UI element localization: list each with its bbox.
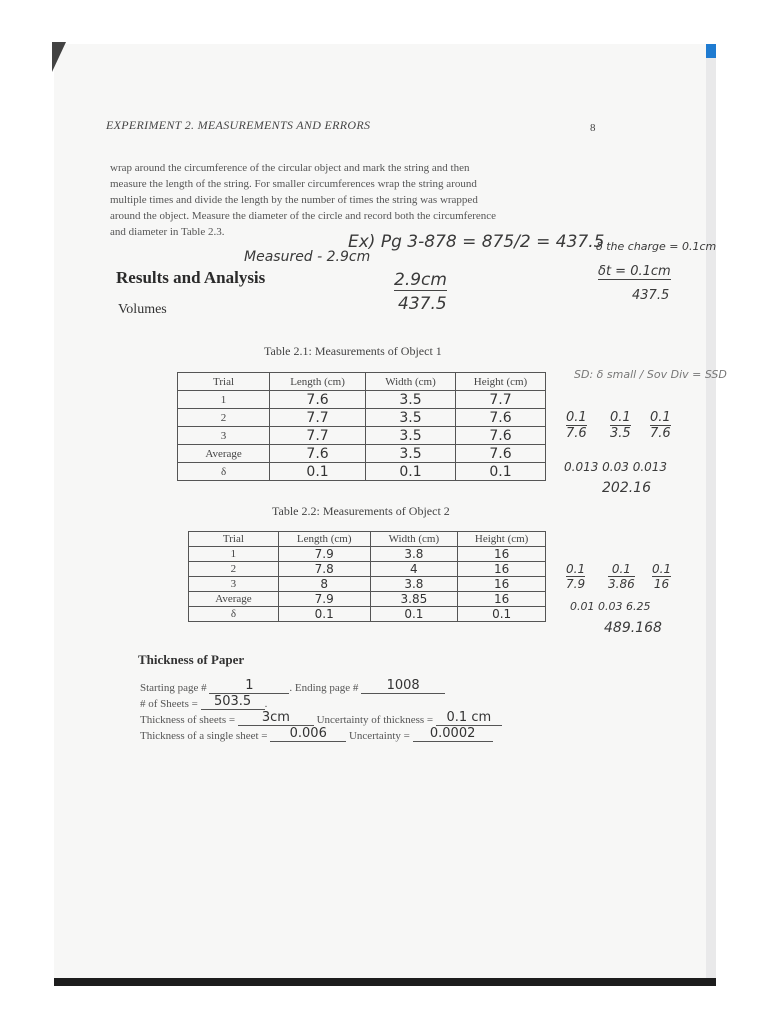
value-cell: 3.5 [366,427,456,445]
value-cell: 0.1 [455,463,545,481]
intro-line: multiple times and divide the length by the number of times the string was wrapped [110,194,478,206]
value-cell: 7.6 [455,409,545,427]
results-heading: Results and Analysis [116,268,266,287]
trial-cell: 2 [178,409,270,427]
page-edge-shadow [706,44,716,984]
uncert-thickness-label: Uncertainty of thickness = [316,714,434,726]
intro-line: around the object. Measure the diameter of the circle and record both the circumference [110,210,497,222]
side-fraction [608,562,635,591]
starting-page-value: 1 [245,678,254,693]
side-fraction [566,562,585,591]
value-cell: 16 [458,592,546,607]
handwritten-measured: Measured - 2.9cm [244,249,371,265]
starting-page-label: Starting page # [140,682,207,694]
handwritten-example: Ex) Pg 3-878 = 875/2 = 437.5 [348,232,605,252]
value-cell: 7.9 [278,592,370,607]
table-header-cell: Trial [189,532,279,547]
thickness-value: 3cm [261,710,290,725]
table1 [177,372,546,481]
value-cell: 7.9 [278,547,370,562]
single-sheet-line [140,726,493,742]
table-row [189,592,546,607]
bottom-dark-band [54,978,716,986]
thickness-line [140,710,502,726]
sheets-field[interactable] [201,694,265,710]
handwritten-delta-t: δt = 0.1cm [598,264,671,279]
fraction-den: 16 [653,577,670,591]
trial-cell: 1 [189,547,279,562]
trial-cell: 2 [189,562,279,577]
fraction-num: 0.1 [650,410,671,425]
fraction-num: 0.1 [608,562,635,577]
value-cell: 7.7 [270,409,366,427]
side-results: 0.01 0.03 6.25 [570,600,651,613]
value-cell: 4 [370,562,458,577]
table2-caption: Table 2.2: Measurements of Object 2 [272,504,450,518]
intro-paragraph [110,160,600,240]
page-number: 8 [590,122,596,134]
side-total: 202.16 [602,480,651,496]
value-cell: 0.1 [366,463,456,481]
sheets-label: # of Sheets = [140,698,198,710]
single-sheet-value: 0.006 [289,726,327,741]
blue-corner-tab [706,44,716,58]
side-fraction [652,562,671,591]
value-cell: 3.5 [366,391,456,409]
fraction-den: 7.6 [650,426,671,441]
handwritten-sd-note: SD: δ small / Sov Div = SSD [574,368,727,381]
table-row [178,427,546,445]
value-cell: 3.8 [370,547,458,562]
volumes-heading: Volumes [118,302,167,317]
fraction-den: 3.86 [608,577,635,591]
sheets-line: # of Sheets = 503.5 . [140,694,268,710]
value-cell: 16 [458,562,546,577]
value-cell: 3.5 [366,445,456,463]
uncertainty-value: 0.0002 [429,726,476,741]
folded-corner [52,42,66,72]
thickness-field[interactable] [238,710,314,726]
table1-caption: Table 2.1: Measurements of Object 1 [264,344,442,358]
fraction-num: 0.1 [610,410,631,425]
average-cell: Average [178,445,270,463]
handwritten-fraction-bottom: 437.5 [398,294,447,314]
uncert-thickness-value: 0.1 cm [446,710,492,725]
table-row [178,463,546,481]
table-row [189,607,546,622]
value-cell: 7.7 [455,391,545,409]
side-fraction [566,410,587,441]
table-row [178,445,546,463]
table-header-cell: Length (cm) [278,532,370,547]
table-row [189,562,546,577]
value-cell: 7.6 [455,427,545,445]
intro-line: and diameter in Table 2.3. [110,226,225,238]
fraction-den: 3.5 [610,426,631,441]
value-cell: 0.1 [278,607,370,622]
thickness-heading: Thickness of Paper [138,652,245,667]
table-row [189,547,546,562]
table-header-row [189,532,546,547]
ending-page-label: Ending page # [294,682,359,694]
side-results: 0.013 0.03 0.013 [564,460,668,474]
table-header-row [178,373,546,391]
single-sheet-field[interactable] [270,726,346,742]
ending-page-value: 1008 [386,678,420,693]
uncertainty-label: Uncertainty = [348,730,410,742]
value-cell: 3.5 [366,409,456,427]
trial-cell: 3 [189,577,279,592]
table-header-cell: Length (cm) [270,373,366,391]
fraction-num: 0.1 [566,410,587,425]
fraction-den: 7.6 [566,426,587,441]
delta-cell: δ [189,607,279,622]
side-fraction [650,410,671,441]
table-header-cell: Width (cm) [370,532,458,547]
uncert-thickness-field[interactable] [436,710,502,726]
fraction-num: 0.1 [566,562,586,576]
ending-page-field[interactable] [361,678,445,694]
sheets-value: 503.5 [213,694,252,709]
fraction-num: 0.1 [652,562,672,576]
table-header-cell: Height (cm) [455,373,545,391]
value-cell: 7.8 [278,562,370,577]
value-cell: 0.1 [270,463,366,481]
single-sheet-label: Thickness of a single sheet = [140,730,268,742]
handwritten-delta-charge: δ the charge = 0.1cm [596,240,717,253]
table2 [188,531,546,622]
table-header-cell: Width (cm) [366,373,456,391]
value-cell: 7.6 [455,445,545,463]
thickness-label: Thickness of sheets = [140,714,236,726]
intro-line: wrap around the circumference of the circular object and mark the string and then [110,162,470,174]
handwritten-delta-t-bottom: 437.5 [632,288,670,303]
starting-page-field[interactable] [209,678,289,694]
value-cell: 16 [458,547,546,562]
value-cell: 3.85 [370,592,458,607]
value-cell: 7.6 [270,445,366,463]
delta-cell: δ [178,463,270,481]
value-cell: 16 [458,577,546,592]
intro-line: measure the length of the string. For smaller circumferences wrap the string around [110,178,477,190]
handwritten-fraction-top: 2.9cm [394,270,447,290]
table-header-cell: Trial [178,373,270,391]
value-cell: 0.1 [458,607,546,622]
chapter-header: EXPERIMENT 2. MEASUREMENTS AND ERRORS [106,118,371,132]
side-total: 489.168 [604,620,662,636]
value-cell: 8 [278,577,370,592]
table-row [178,409,546,427]
side-fraction [610,410,631,441]
table-row [178,391,546,409]
table-row [189,577,546,592]
page-range-line: Starting page # 1 . Ending page # 1008 [140,678,445,694]
value-cell: 7.6 [270,391,366,409]
trial-cell: 3 [178,427,270,445]
trial-cell: 1 [178,391,270,409]
average-cell: Average [189,592,279,607]
value-cell: 0.1 [370,607,458,622]
value-cell: 7.7 [270,427,366,445]
fraction-den: 7.9 [566,577,586,591]
table-header-cell: Height (cm) [458,532,546,547]
value-cell: 3.8 [370,577,458,592]
uncertainty-field[interactable] [413,726,493,742]
